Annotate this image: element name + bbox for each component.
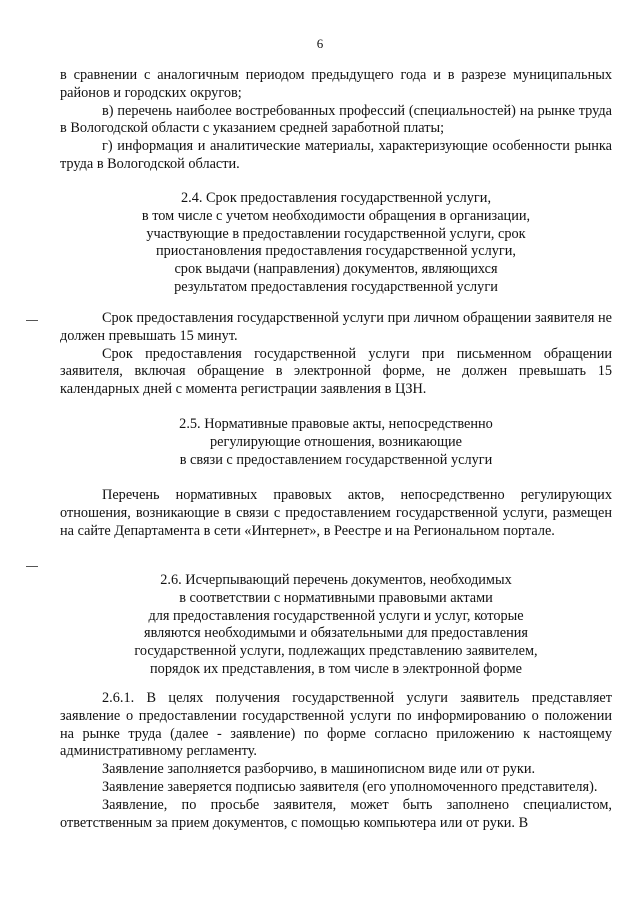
paragraph: Перечень нормативных правовых актов, непосредственно регулирующих отношения, возникающие в связи с предоставлением государственной услуги, размещен на сайте Департамента в сети «Интернет», в Реестре и на Региональном портале. [60, 487, 612, 539]
paragraph: Срок предоставления государственной услуги при личном обращении заявителя не должен превышать 15 минут. [60, 310, 612, 344]
heading-line: в соответствии с нормативными правовыми актами [179, 589, 493, 606]
heading-line: государственной услуги, подлежащих представлению заявителем, [134, 643, 538, 660]
heading-line: результатом предоставления государственной услуги [174, 278, 498, 295]
heading-line: участвующие в предоставлении государственной услуги, срок [146, 225, 526, 242]
paragraph: Заявление, по просьбе заявителя, может быть заполнено специалистом, ответственным за прием документов, с помощью компьютера или от руки. В [60, 796, 612, 831]
heading-line: приостановления предоставления государственной услуги, [155, 243, 517, 260]
heading-line: порядок их представления, в том числе в электронной форме [150, 660, 522, 677]
paragraph: г) информация и аналитические материалы, характеризующие особенности рынка труда в Вологодской области. [60, 138, 612, 172]
heading-line: 2.4. Срок предоставления государственной услуги, [180, 190, 492, 206]
paragraph-block-4 [60, 690, 612, 832]
paragraph-block-3 [60, 487, 612, 540]
paragraph: в сравнении с аналогичным периодом предыдущего года и в разрезе муниципальных районов и городских округов; [60, 67, 612, 101]
margin-mark [26, 320, 38, 321]
section-heading-2-6 [60, 572, 612, 679]
paragraph: Заявление заполняется разборчиво, в машинописном виде или от руки. [102, 761, 536, 778]
heading-line: срок выдачи (направления) документов, являющихся [174, 261, 498, 278]
margin-mark [26, 566, 38, 567]
page-number: 6 [316, 36, 324, 51]
section-heading-2-5 [60, 416, 612, 469]
heading-line: являются необходимыми и обязательными для предоставления [144, 625, 528, 642]
paragraph: в) перечень наиболее востребованных профессий (специальностей) на рынке труда в Вологодской области с указанием средней заработной платы; [60, 102, 612, 137]
heading-line: 2.5. Нормативные правовые акты, непосредственно [179, 416, 493, 432]
heading-line: в том числе с учетом необходимости обращения в организации, [141, 207, 531, 224]
paragraph: 2.6.1. В целях получения государственной услуги заявитель представляет заявление о предоставлении государственной услуги по информированию о положении на рынке труда (далее - заявление) по форме согласно приложению к настоящему административному регламенту. [60, 690, 612, 760]
section-heading-2-4 [60, 190, 612, 297]
paragraph: Заявление заверяется подписью заявителя (его уполномоченного представителя). [102, 778, 598, 795]
heading-line: для предоставления государственной услуги и услуг, которые [148, 607, 524, 624]
heading-line: 2.6. Исчерпывающий перечень документов, необходимых [160, 572, 512, 588]
paragraph-block-2 [60, 310, 612, 399]
paragraph-block-1 [60, 67, 612, 174]
heading-line: регулирующие отношения, возникающие [210, 433, 462, 450]
heading-line: в связи с предоставлением государственной услуги [179, 451, 493, 468]
paragraph: Срок предоставления государственной услуги при письменном обращении заявителя, включая обращение в электронной форме, не должен превышать 15 календарных дней с момента регистрации заявления в ЦЗН. [60, 345, 612, 398]
